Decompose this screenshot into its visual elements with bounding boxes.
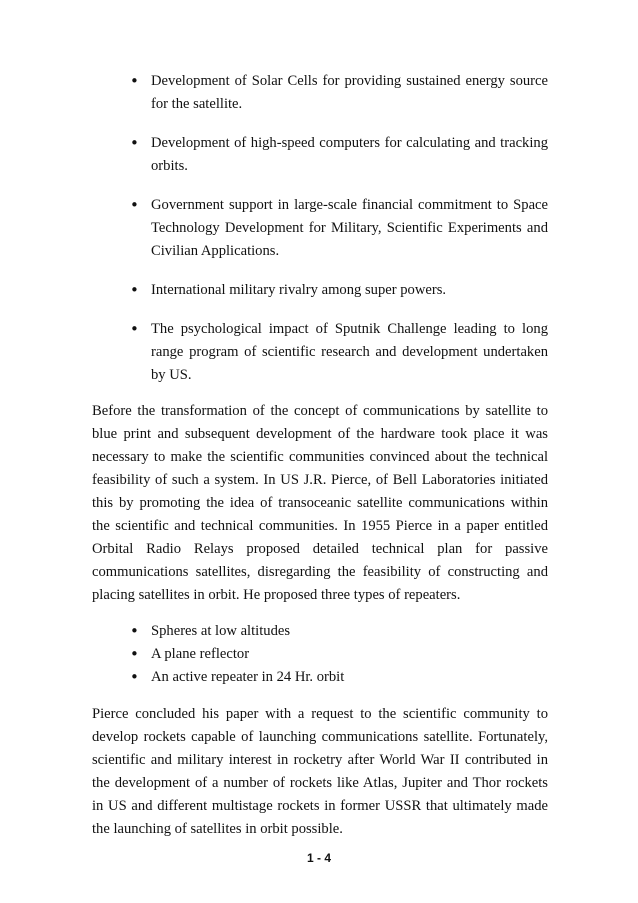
bullet-item-plane-reflector: • A plane reflector [92,643,548,666]
bullet-item-computers: • Development of high-speed computers for calculating and tracking orbits. [92,132,548,178]
motivation-bullet-list [92,70,548,387]
bullet-item-government-support: • Government support in large-scale financial commitment to Space Technology Development for Military, Scientific Experiments and Civilian Applications. [92,194,548,263]
bullet-item-spheres: • Spheres at low altitudes [92,620,548,643]
repeater-types-list [92,620,548,689]
bullet-item-military-rivalry: • International military rivalry among super powers. [92,279,548,302]
bullet-item-active-repeater: • An active repeater in 24 Hr. orbit [92,666,548,689]
page-number: 1 - 4 [306,851,331,865]
bullet-item-solar-cells: • Development of Solar Cells for providing sustained energy source for the satellite. [92,70,548,116]
paragraph-pierce-proposal: Before the transformation of the concept of communications by satellite to blue print and subsequent development of the hardware took place it was necessary to make the scientific communities convinced about the technical feasibility of such a system. In US J.R. Pierce, of Bell Laboratories initiated this by promoting the idea of transoceanic satellite communications within the scientific and technical communities. In 1955 Pierce in a paper entitled Orbital Radio Relays proposed detailed technical plan for passive communications satellites, disregarding the feasibility of constructing and placing satellites in orbit. He proposed three types of repeaters. [92,403,548,603]
paragraph-rocket-development: Pierce concluded his paper with a request to the scientific community to develop rockets capable of launching communications satellite. Fortunately, scientific and military interest in rocketry after World War II contributed in the development of a number of rockets like Atlas, Jupiter and Thor rockets in US and different multistage rockets in former USSR that ultimately made the launching of satellites in orbit possible. [92,706,548,837]
bullet-item-sputnik-impact: • The psychological impact of Sputnik Challenge leading to long range program of scientific research and development undertaken by US. [92,318,548,387]
page-content [92,70,548,841]
